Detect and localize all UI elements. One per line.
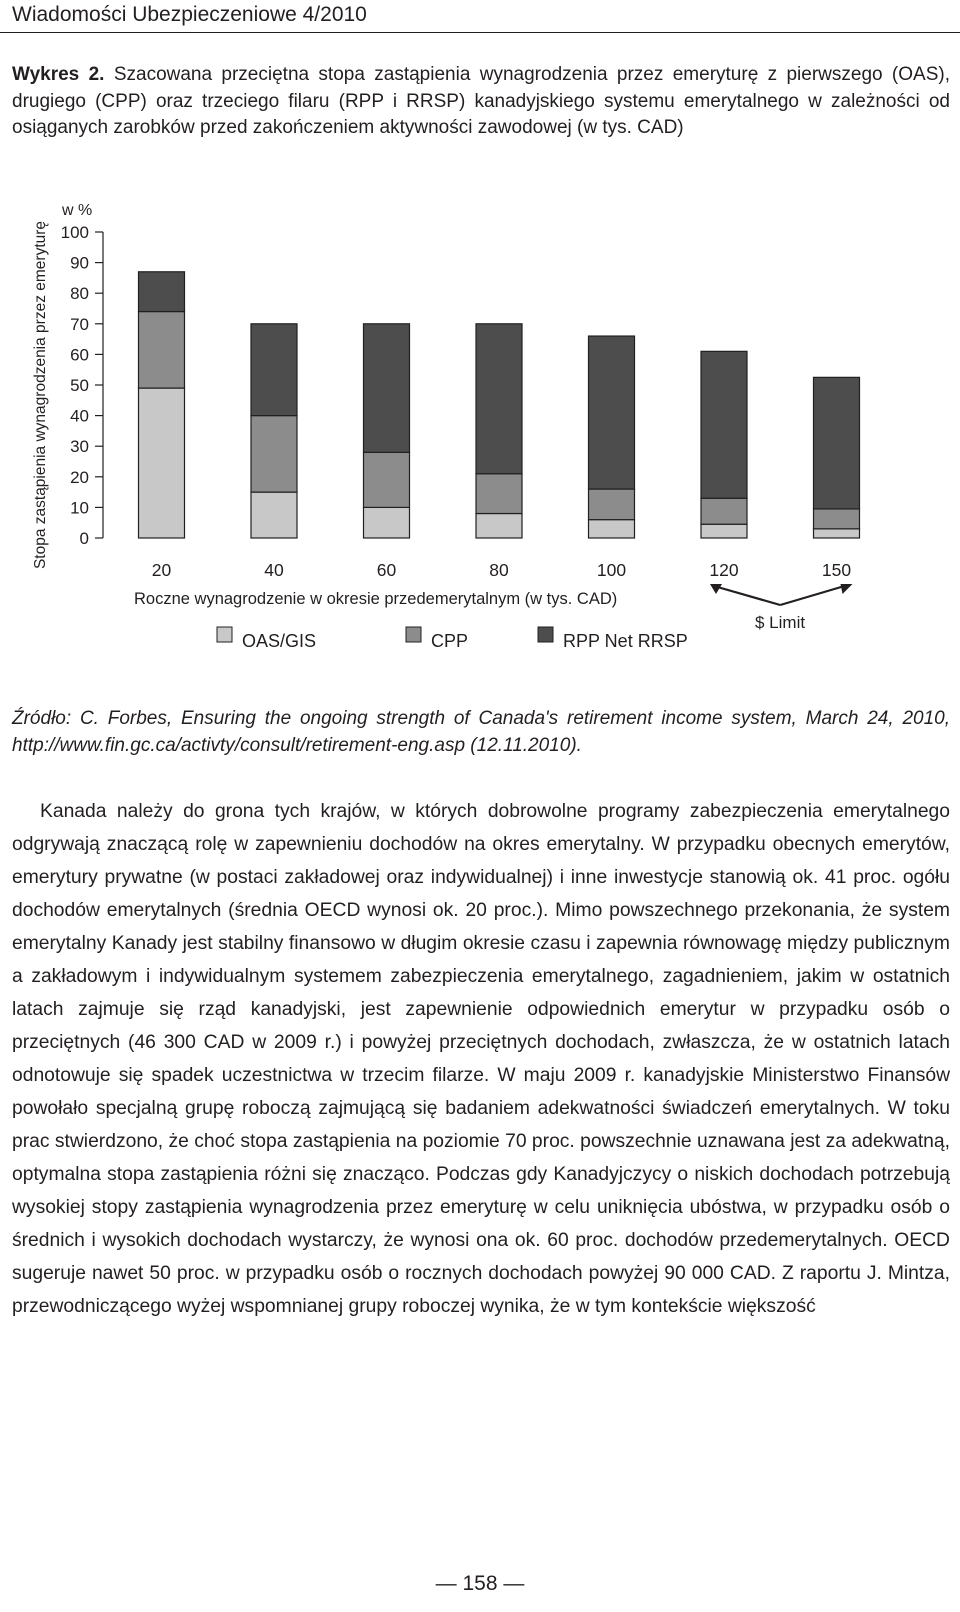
y-tick-label: 10 <box>70 498 89 518</box>
y-tick-label: 40 <box>70 406 89 426</box>
bar-segment <box>251 416 297 493</box>
legend-label: OAS/GIS <box>242 631 317 651</box>
bar-segment <box>701 351 747 498</box>
y-tick-label: 50 <box>70 376 89 395</box>
x-tick-label: 60 <box>376 560 397 580</box>
bar-segment <box>589 489 635 520</box>
y-axis-label: Stopa zastąpienia wynagrodzenia przez emeryturę <box>32 220 49 570</box>
legend-swatch <box>217 627 232 642</box>
bar-segment <box>364 452 410 507</box>
figure-caption <box>12 62 950 142</box>
bar-segment <box>364 507 410 538</box>
y-tick-label: 20 <box>70 467 89 487</box>
bar-segment <box>476 514 522 538</box>
bar-segment <box>814 529 860 538</box>
bars <box>139 272 860 538</box>
arrowhead <box>710 584 722 594</box>
body-paragraph: Kanada należy do grona tych krajów, w których dobrowolne programy zabezpieczenia emerytalnego odgrywają znaczącą rolę w zapewnieniu dochodów na okres emerytalny. W przypadku obecnych emerytów, emerytury prywatne (w postaci zakładowej oraz indywidualnej) i inne inwestycje stanowią ok. 41 proc. ogółu dochodów emerytalnych (średnia OECD wynosi ok. 20 proc.). Mimo powszechnego przekonania, że system emerytalny Kanady jest stabilny finansowo w długim okresie czasu i zapewnia równowagę między publicznym a zakładowym i indywidualnym systemem zabezpieczenia emerytalnego, zagadnieniem, jakim w ostatnich latach zajmuje się rząd kanadyjski, jest zapewnienie odpowiednich emerytur w przypadku osób o przeciętnych (46 300 CAD w 2009 r.) i powyżej przeciętnych dochodach, zwłaszcza, że w ostatnich latach odnotowuje się spadek uczestnictwa w trzecim filarze. W maju 2009 r. kanadyjskie Ministerstwo Finansów powołało specjalną grupę roboczą zajmującą się badaniem adekwatności świadczeń emerytalnych. W toku prac stwierdzono, że choć stopa zastąpienia na poziomie 70 proc. powszechnie uznawana jest za adekwatną, optymalna stopa zastąpienia różni się znacząco. Podczas gdy Kanadyjczycy o niskich dochodach potrzebują wysokiej stopy zastąpienia wynagrodzenia przez emeryturę w celu uniknięcia ubóstwa, w przypadku osób o średnich i wysokich dochodach wystarczy, że wynosi ona ok. 60 proc. dochodów przedemerytalnych. OECD sugeruje nawet 50 proc. w przypadku osób o rocznych dochodach powyżej 90 000 CAD. Z raportu J. Mintza, przewodniczącego wyżej wspomnianej grupy roboczej wynika, że w tym kontekście większość <box>12 801 950 1317</box>
x-axis-label: Roczne wynagrodzenie w okresie przedemerytalnym (w tys. CAD) <box>134 590 618 608</box>
y-axis <box>61 223 103 548</box>
y-tick-label: 60 <box>70 345 89 365</box>
legend-swatch <box>406 627 421 642</box>
y-axis-unit: w % <box>62 202 93 219</box>
bar-segment <box>701 524 747 538</box>
legend-label: CPP <box>431 631 469 651</box>
bar-segment <box>251 324 297 416</box>
legend-swatch <box>538 627 553 642</box>
limit-arrow-left <box>714 586 780 605</box>
x-tick-label: 80 <box>489 560 509 580</box>
header-rule <box>0 32 960 33</box>
arrowhead <box>841 584 853 594</box>
bar-segment <box>364 324 410 453</box>
bar-segment <box>701 498 747 524</box>
stacked-bar-chart <box>0 195 960 675</box>
y-tick-label: 0 <box>79 529 89 548</box>
limit-annotation: $ Limit <box>755 613 806 632</box>
y-tick-label: 90 <box>70 253 89 273</box>
bar-segment <box>589 336 635 489</box>
bar-segment <box>476 474 522 514</box>
bar-segment <box>814 509 860 529</box>
bar-segment <box>814 377 860 509</box>
figure-label: Wykres 2. <box>12 64 105 85</box>
x-tick-labels <box>152 560 852 580</box>
bar-segment <box>251 492 297 538</box>
x-tick-label: 150 <box>821 560 852 580</box>
bar-segment <box>476 324 522 474</box>
figure-source: Źródło: C. Forbes, Ensuring the ongoing strength of Canada's retirement income system, March 24, 2010, http://www.fin.gc.ca/activty/consult/retirement-eng.asp (12.11.2010). <box>12 708 950 756</box>
chart-legend <box>217 627 688 651</box>
bar-segment <box>139 388 185 538</box>
x-tick-label: 20 <box>151 560 172 580</box>
y-tick-label: 30 <box>70 437 89 457</box>
bar-segment <box>139 312 185 389</box>
x-tick-label: 120 <box>709 560 739 580</box>
figure-caption-text: Szacowana przeciętna stopa zastąpienia wynagrodzenia przez emeryturę z pierwszego (OAS), drugiego (CPP) oraz trzeciego filaru (RPP i RRSP) kanadyjskiego systemu emerytalnego w zależności od osiąganych zarobków przed zakończeniem aktywności zawodowej (w tys. CAD) <box>12 64 950 138</box>
page-number: — 158 — <box>435 1572 525 1595</box>
x-tick-label: 40 <box>264 560 284 580</box>
bar-segment <box>589 520 635 538</box>
y-tick-label: 100 <box>60 223 89 242</box>
limit-arrow-right <box>780 586 844 605</box>
legend-label: RPP Net RRSP <box>563 631 688 651</box>
x-tick-label: 100 <box>596 560 627 580</box>
bar-segment <box>139 272 185 312</box>
y-tick-label: 80 <box>70 284 89 304</box>
limit-annotation-arrows <box>710 584 853 605</box>
running-header: Wiadomości Ubezpieczeniowe 4/2010 <box>12 3 367 26</box>
y-tick-label: 70 <box>70 314 89 334</box>
